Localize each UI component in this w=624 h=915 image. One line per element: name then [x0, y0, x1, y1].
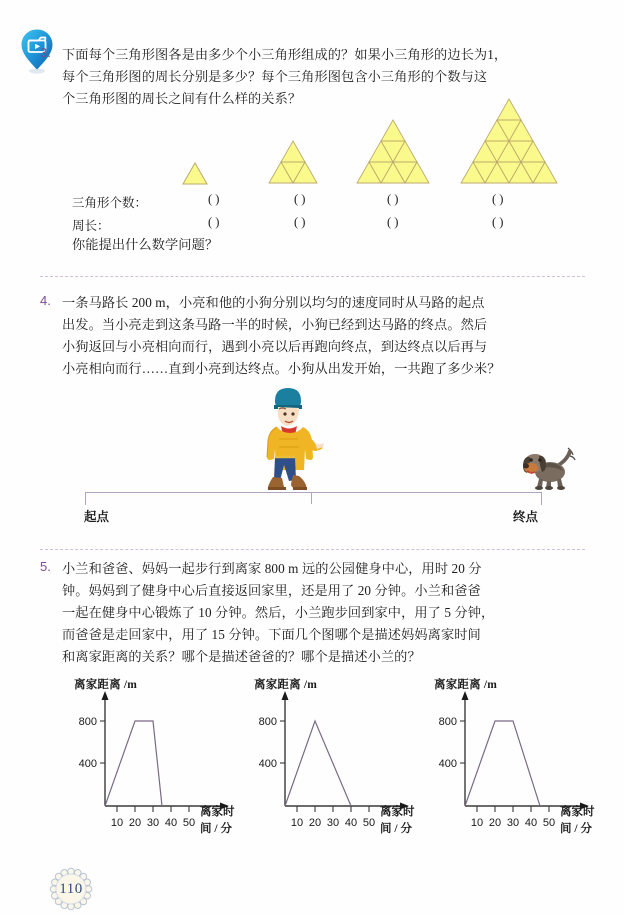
graph-3	[430, 676, 610, 856]
svg-text:40: 40	[524, 817, 538, 829]
graph-2-xlabel-line1: 离家时	[380, 806, 415, 818]
page-number: 110	[59, 880, 83, 897]
blank-count-2[interactable]: ( )	[294, 192, 306, 206]
problem-5-line-4: 而爸爸是走回家中，用了 15 分钟。下面几个图哪个是描述妈妈离家时间	[62, 627, 481, 642]
graph-3-xlabel-line1: 离家时	[560, 806, 595, 818]
blank-perimeter-2[interactable]: ( )	[294, 215, 306, 229]
problem-4-number: 4.	[40, 293, 51, 308]
svg-text:400: 400	[438, 758, 457, 770]
problem-5-line-5: 和离家距离的关系？哪个是描述爸爸的？哪个是描述小兰的？	[62, 649, 421, 664]
problem-5-line-1: 小兰和爸爸、妈妈一起步行到离家 800 m 远的公园健身中心，用时 20 分	[62, 561, 482, 576]
triangle-answer-table	[72, 192, 572, 235]
svg-text:800: 800	[258, 716, 277, 728]
svg-text:400: 400	[78, 758, 97, 770]
graph-3-xlabel-line2: 间 / 分	[560, 823, 592, 835]
blank-perimeter-3[interactable]: ( )	[387, 215, 399, 229]
end-point-label: 终点	[513, 510, 539, 524]
svg-text:50: 50	[362, 817, 376, 829]
graph-1	[70, 676, 250, 856]
problem-3-followup: 你能提出什么数学问题？	[72, 237, 219, 252]
graph-2-xlabel-line2: 间 / 分	[380, 823, 412, 835]
row-label-perimeter: 周长：	[72, 219, 110, 233]
svg-text:40: 40	[344, 817, 358, 829]
svg-text:40: 40	[164, 817, 178, 829]
blank-count-1[interactable]: ( )	[208, 192, 220, 206]
problem-5-line-3: 一起在健身中心锻炼了 10 分钟。然后，小兰跑步回到家中，用了 5 分钟，	[62, 605, 495, 620]
problem-4-line-3: 小狗返回与小亮相向而行，遇到小亮以后再跑向终点，到达终点以后再与	[62, 339, 488, 354]
graphs-container	[70, 676, 615, 856]
graph-2	[250, 676, 430, 856]
svg-text:10: 10	[290, 817, 304, 829]
svg-text:50: 50	[182, 817, 196, 829]
svg-text:30: 30	[506, 817, 520, 829]
dog-figure	[520, 440, 576, 492]
problem-3-line-1: 下面每个三角形图各是由多少个小三角形组成的？如果小三角形的边长为1，	[62, 47, 508, 62]
svg-text:400: 400	[258, 758, 277, 770]
blank-count-4[interactable]: ( )	[492, 192, 504, 206]
problem-3-line-3: 个三角形图的周长之间有什么样的关系？	[62, 91, 302, 106]
problem-5-line-2: 钟。妈妈到了健身中心后直接返回家里，还是用了 20 分钟。小兰和爸爸	[62, 583, 481, 598]
graph-1-ylabel: 离家距离 /m	[74, 679, 138, 691]
road-bracket	[85, 492, 542, 505]
boy-walking-figure	[255, 385, 325, 497]
problem-3-number: 3.	[40, 45, 51, 60]
row-label-count: 三角形个数：	[72, 196, 148, 210]
blank-count-3[interactable]: ( )	[387, 192, 399, 206]
road-midpoint-tick	[311, 492, 312, 504]
separator-2	[40, 549, 585, 550]
blank-perimeter-1[interactable]: ( )	[208, 215, 220, 229]
separator-1	[40, 276, 585, 277]
graph-3-ylabel: 离家距离 /m	[434, 679, 498, 691]
svg-text:800: 800	[438, 716, 457, 728]
road-scene	[40, 385, 585, 535]
problem-5	[40, 558, 585, 668]
svg-text:800: 800	[78, 716, 97, 728]
problem-4	[40, 292, 585, 380]
triangle-figures-row	[160, 112, 580, 190]
svg-text:50: 50	[542, 817, 556, 829]
problem-4-line-1: 一条马路长 200 m，小亮和他的小狗分别以均匀的速度同时从马路的起点	[62, 295, 485, 310]
graph-1-xlabel-line2: 间 / 分	[200, 823, 232, 835]
page-number-badge	[48, 866, 94, 912]
svg-text:20: 20	[488, 817, 502, 829]
table-row	[72, 215, 572, 235]
triangle-figure-2	[268, 140, 318, 190]
problem-3-line-2: 每个三角形图的周长分别是多少？每个三角形图包含小三角形的个数与这	[62, 69, 488, 84]
graph-1-xlabel-line1: 离家时	[200, 806, 235, 818]
svg-text:30: 30	[326, 817, 340, 829]
start-point-label: 起点	[84, 510, 110, 524]
svg-text:10: 10	[470, 817, 484, 829]
svg-text:30: 30	[146, 817, 160, 829]
graph-2-ylabel: 离家距离 /m	[254, 679, 318, 691]
problem-4-line-2: 出发。当小亮走到这条马路一半的时候，小狗已经到达马路的终点。然后	[62, 317, 488, 332]
triangle-figure-3	[356, 119, 430, 190]
blank-perimeter-4[interactable]: ( )	[492, 215, 504, 229]
svg-text:20: 20	[128, 817, 142, 829]
table-row	[72, 192, 572, 212]
problem-5-number: 5.	[40, 559, 51, 574]
triangle-figure-1	[182, 162, 208, 190]
triangle-figure-4	[460, 98, 558, 190]
problem-4-line-4: 小亮相向而行……直到小亮到达终点。小狗从出发开始，一共跑了多少米？	[62, 361, 501, 376]
svg-text:10: 10	[110, 817, 124, 829]
svg-text:20: 20	[308, 817, 322, 829]
